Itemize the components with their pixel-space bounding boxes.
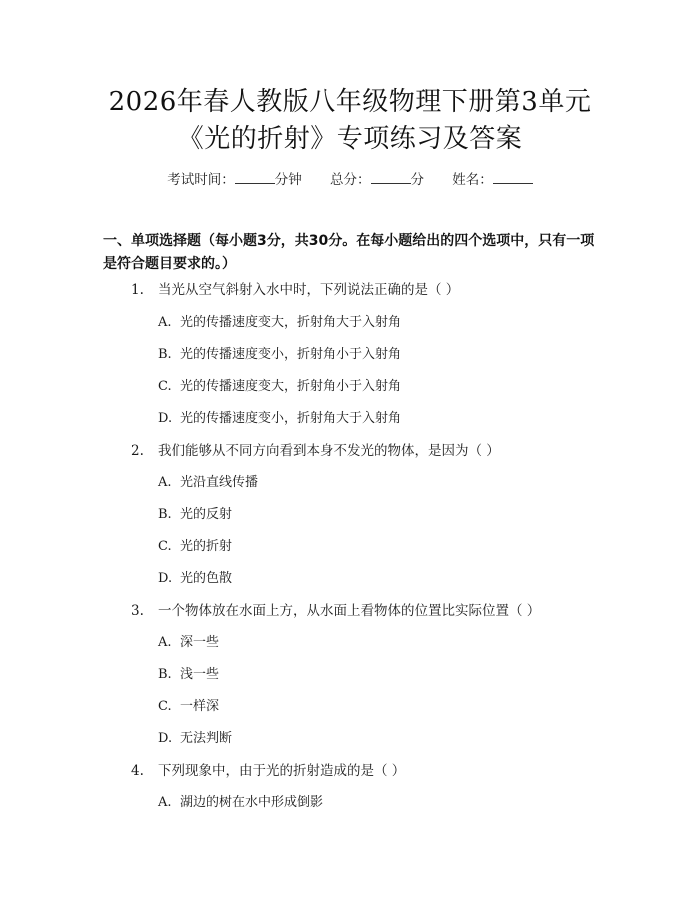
question-number: 3. bbox=[131, 603, 144, 619]
option-text: 光的折射 bbox=[180, 539, 233, 554]
option-letter: B. bbox=[158, 347, 172, 362]
option-text: 一样深 bbox=[180, 699, 220, 714]
option-letter: C. bbox=[158, 539, 172, 554]
question-number: 4. bbox=[131, 763, 144, 779]
exam-time-label: 考试时间： bbox=[167, 172, 235, 188]
question-1-option-a bbox=[158, 313, 401, 333]
option-letter: D. bbox=[158, 731, 173, 746]
question-2-option-b bbox=[158, 505, 232, 525]
question-4 bbox=[131, 761, 405, 781]
question-text: 我们能够从不同方向看到本身不发光的物体，是因为（ ） bbox=[158, 443, 500, 459]
option-letter: A. bbox=[158, 475, 172, 490]
document-title-line-1: 2026年春人教版八年级物理下册第3单元 bbox=[108, 87, 592, 117]
student-name-field bbox=[452, 168, 533, 188]
question-number: 1. bbox=[131, 282, 144, 298]
option-letter: C. bbox=[158, 379, 172, 394]
option-text: 浅一些 bbox=[180, 667, 220, 682]
option-text: 无法判断 bbox=[180, 731, 233, 746]
option-letter: B. bbox=[158, 507, 172, 522]
exam-time-blank bbox=[235, 171, 275, 184]
student-name-label: 姓名： bbox=[452, 172, 493, 188]
question-3-option-d bbox=[158, 729, 232, 749]
question-number: 2. bbox=[131, 443, 144, 459]
question-text: 下列现象中，由于光的折射造成的是（ ） bbox=[158, 763, 406, 779]
question-1 bbox=[131, 280, 459, 300]
student-name-blank bbox=[493, 171, 533, 184]
option-text: 深一些 bbox=[180, 635, 220, 650]
exam-meta-row bbox=[0, 168, 700, 188]
option-letter: B. bbox=[158, 667, 172, 682]
question-1-option-d bbox=[158, 409, 401, 429]
question-2-option-d bbox=[158, 569, 232, 589]
exam-time-unit: 分钟 bbox=[274, 172, 302, 188]
question-2-option-c bbox=[158, 537, 232, 557]
question-text: 当光从空气斜射入水中时，下列说法正确的是（ ） bbox=[158, 282, 460, 298]
option-text: 光的色散 bbox=[180, 571, 233, 586]
option-text: 光的传播速度变小，折射角大于入射角 bbox=[180, 411, 402, 426]
option-text: 光的传播速度变大，折射角小于入射角 bbox=[180, 379, 402, 394]
total-score-blank bbox=[371, 171, 411, 184]
document-title-line-2: 《光的折射》专项练习及答案 bbox=[177, 124, 523, 154]
question-2 bbox=[131, 441, 500, 461]
question-3-option-a bbox=[158, 633, 219, 653]
option-letter: D. bbox=[158, 411, 173, 426]
option-letter: A. bbox=[158, 635, 172, 650]
question-1-option-b bbox=[158, 345, 401, 365]
question-text: 一个物体放在水面上方，从水面上看物体的位置比实际位置（ ） bbox=[158, 603, 541, 619]
question-3 bbox=[131, 601, 540, 621]
option-letter: A. bbox=[158, 795, 172, 810]
total-score-field bbox=[330, 168, 424, 188]
option-text: 光的传播速度变小，折射角小于入射角 bbox=[180, 347, 402, 362]
total-score-label: 总分： bbox=[330, 172, 371, 188]
question-3-option-c bbox=[158, 697, 219, 717]
question-3-option-b bbox=[158, 665, 219, 685]
option-letter: C. bbox=[158, 699, 172, 714]
question-4-option-a bbox=[158, 793, 323, 813]
option-text: 湖边的树在水中形成倒影 bbox=[180, 795, 324, 810]
option-text: 光沿直线传播 bbox=[180, 475, 259, 490]
question-1-option-c bbox=[158, 377, 401, 397]
exam-time-field bbox=[167, 168, 302, 188]
total-score-unit: 分 bbox=[410, 172, 424, 188]
section-heading: 一、单项选择题（每小题3分，共30分。在每小题给出的四个选项中，只有一项是符合题目要求的。） bbox=[103, 233, 595, 272]
option-text: 光的传播速度变大，折射角大于入射角 bbox=[180, 315, 402, 330]
option-letter: A. bbox=[158, 315, 172, 330]
option-letter: D. bbox=[158, 571, 173, 586]
option-text: 光的反射 bbox=[180, 507, 233, 522]
question-2-option-a bbox=[158, 473, 258, 493]
